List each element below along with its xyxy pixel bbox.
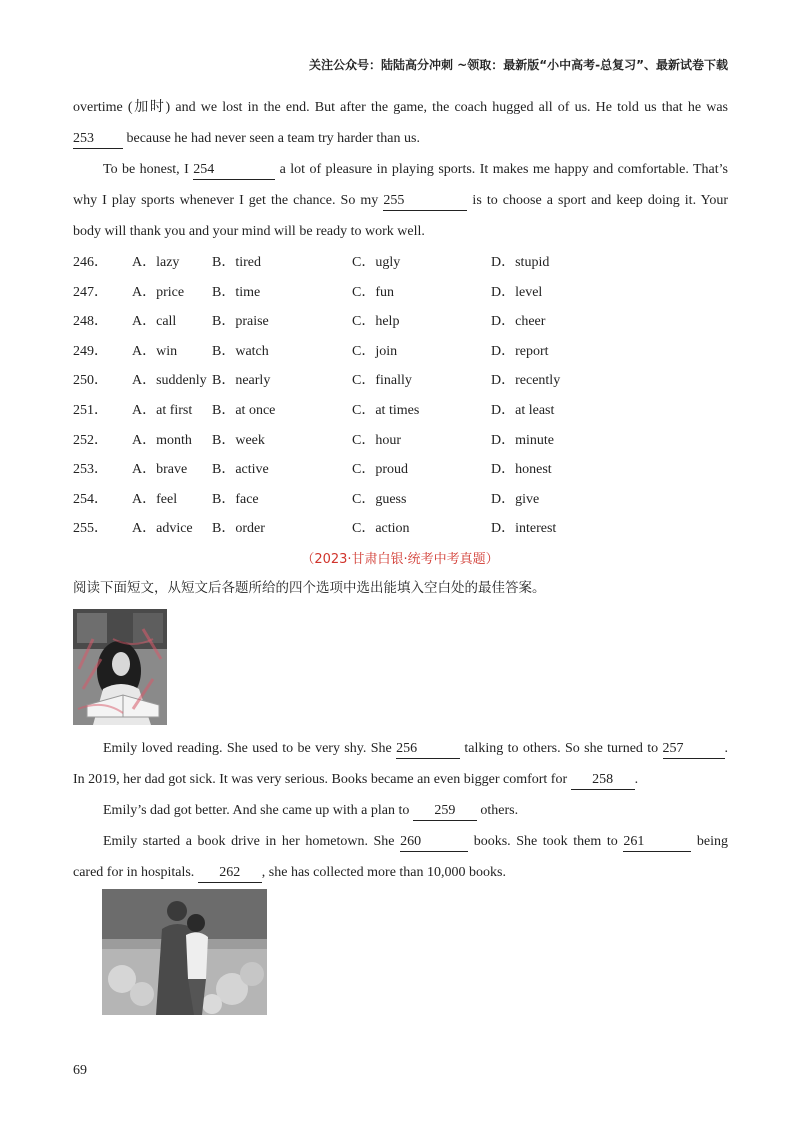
option-row: 252． A．month B．week C．hour D．minute: [73, 432, 554, 448]
passage-line: 253 because he had never seen a team try harder than us.: [73, 123, 728, 154]
blank-260: 260: [400, 834, 468, 852]
option-row: 251． A．at first B．at once C．at times D．at least: [73, 402, 555, 418]
option-row: 250． A．suddenly B．nearly C．finally D．recently: [73, 373, 561, 389]
instruction-text: 阅读下面短文，从短文后各题所给的四个选项中选出能填入空白处的最佳答案。: [73, 580, 546, 596]
passage-2: [73, 733, 728, 888]
passage-line: To be honest, I 254 a lot of pleasure in playing sports. It makes me happy and comfortable. That’s: [73, 154, 728, 185]
blank-262: 262: [198, 865, 262, 883]
blank-257: 257: [663, 741, 725, 759]
page-number: 69: [73, 1063, 87, 1078]
blank-255: 255: [383, 193, 467, 211]
option-row: 254． A．feel B．face C．guess D．give: [73, 491, 540, 507]
emily-reading-photo: [73, 609, 167, 725]
passage-line: cared for in hospitals. 262 , she has collected more than 10,000 books.: [73, 857, 728, 888]
blank-256: 256: [396, 741, 460, 759]
passage-line: In 2019, her dad got sick. It was very serious. Books became an even bigger comfort for 258 .: [73, 764, 728, 795]
passage-line: Emily started a book drive in her hometown. She 260 books. She took them to 261 being: [73, 826, 728, 857]
blank-254: 254: [193, 162, 275, 180]
passage-1: [73, 92, 728, 247]
passage-line: Emily loved reading. She used to be very shy. She 256 talking to others. So she turned to 257 .: [73, 733, 728, 764]
emily-dad-photo: [102, 889, 267, 1015]
blank-258: 258: [571, 772, 635, 790]
option-row: 255． A．advice B．order C．action D．interest: [73, 521, 557, 537]
passage-line: body will thank you and your mind will be ready to work well.: [73, 224, 425, 239]
passage-line: why I play sports whenever I get the chance. So my 255 is to choose a sport and keep doing it. Your: [73, 185, 728, 216]
page-header: 关注公众号：陆陆高分冲刺 ~领取：最新版“小中高考-总复习”、最新试卷下载: [309, 58, 728, 72]
emily-dad-illustration: [102, 889, 267, 1015]
blank-253: 253: [73, 131, 123, 149]
passage-line: Emily’s dad got better. And she came up with a plan to 259 others.: [73, 795, 728, 826]
passage-line: overtime (加时) and we lost in the end. But after the game, the coach hugged all of us. He told us that he was: [73, 100, 728, 115]
option-row: 248． A．call B．praise C．help D．cheer: [73, 314, 546, 330]
blank-261: 261: [623, 834, 691, 852]
option-row: 253． A．brave B．active C．proud D．honest: [73, 462, 552, 478]
option-row: 247． A．price B．time C．fun D．level: [73, 284, 543, 300]
blank-259: 259: [413, 803, 477, 821]
option-row: 246． A．lazy B．tired C．ugly D．stupid: [73, 255, 550, 270]
question-source: （2023·甘肃白银·统考中考真题）: [301, 552, 499, 567]
emily-reading-illustration: [73, 609, 167, 725]
option-row: 249． A．win B．watch C．join D．report: [73, 343, 549, 359]
options-table: [73, 249, 673, 545]
